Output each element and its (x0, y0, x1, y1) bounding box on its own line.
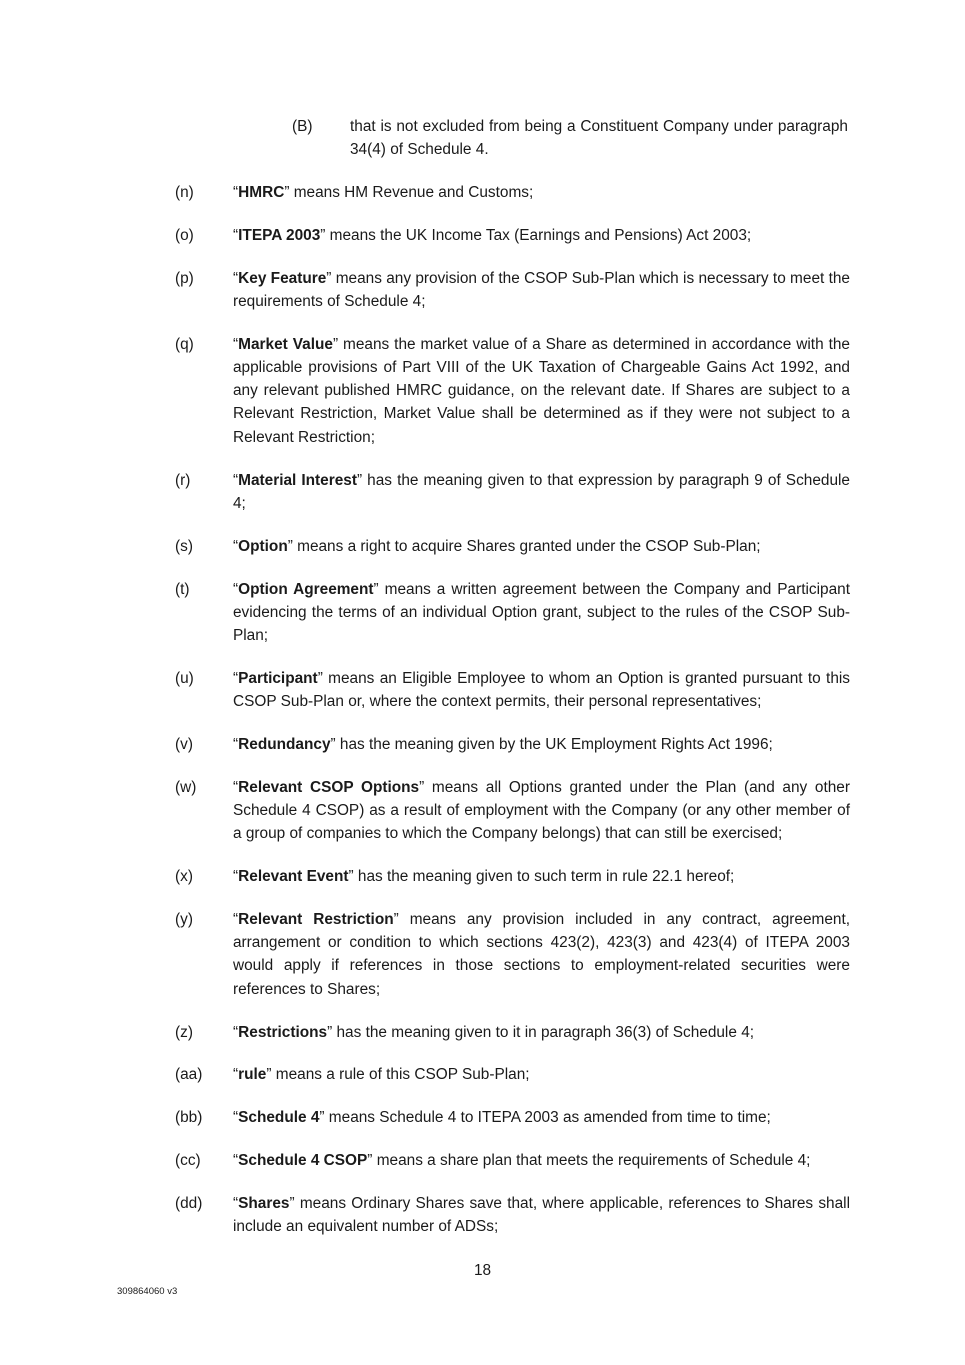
definition-body: “Option” means a right to acquire Shares granted under the CSOP Sub-Plan; (233, 537, 761, 555)
definition-cc (175, 1149, 850, 1172)
definition-body: “Redundancy” has the meaning given by the UK Employment Rights Act 1996; (233, 735, 773, 753)
definition-body: “Key Feature” means any provision of the CSOP Sub-Plan which is necessary to meet the requirements of Schedule 4; (233, 269, 850, 310)
definition-dd (175, 1192, 850, 1238)
defined-term: Relevant CSOP Options (238, 778, 420, 796)
definition-u (175, 667, 850, 713)
definition-v (175, 733, 850, 756)
page-number: 18 (473, 1262, 492, 1279)
definition-body: “Relevant CSOP Options” means all Options granted under the Plan (and any other Schedule 4 CSOP) as a result of employment with the Company (or any other member of a group of companies to which the Company belongs) that can still be exercised; (233, 778, 850, 843)
definition-n (175, 181, 850, 204)
definition-o (175, 224, 850, 247)
definition-body: “Shares” means Ordinary Shares save that, where applicable, references to Shares shall include an equivalent number of ADSs; (233, 1195, 850, 1236)
defined-term: Material Interest (238, 471, 357, 489)
defined-term: rule (238, 1066, 267, 1084)
definition-s (175, 535, 850, 558)
definition-label: (w) (175, 778, 197, 796)
defined-term: Relevant Restriction (238, 911, 394, 929)
defined-term: Shares (238, 1195, 290, 1213)
defined-term: ITEPA 2003 (238, 226, 321, 244)
definition-x (175, 865, 850, 888)
definition-label: (y) (175, 911, 193, 929)
definition-body: “Schedule 4 CSOP” means a share plan that meets the requirements of Schedule 4; (233, 1152, 811, 1170)
definition-label: (p) (175, 269, 194, 287)
definition-body: “Relevant Event” has the meaning given to such term in rule 22.1 hereof; (233, 868, 735, 886)
defined-term: Relevant Event (238, 868, 349, 886)
definition-label: (q) (175, 335, 194, 353)
definition-label: (z) (175, 1023, 193, 1041)
defined-term: HMRC (238, 184, 285, 201)
definition-w (175, 776, 850, 846)
definition-label: (r) (175, 471, 191, 489)
defined-term: Restrictions (238, 1023, 328, 1041)
sub-item-label: (B) (292, 118, 313, 135)
definition-label: (o) (175, 226, 194, 244)
definition-label: (bb) (175, 1109, 203, 1127)
definition-label: (v) (175, 735, 193, 753)
defined-term: Option (238, 537, 288, 555)
definition-body: “Relevant Restriction” means any provision included in any contract, agreement, arrangement or condition to which sections 423(2), 423(3) and 423(4) of ITEPA 2003 would apply if references in those sections to employment-related securities were references to Shares; (233, 911, 850, 998)
definition-body: “Schedule 4” means Schedule 4 to ITEPA 2003 as amended from time to time; (233, 1109, 771, 1127)
defined-term: Key Feature (238, 269, 327, 287)
document-reference: 309864060 v3 (117, 1286, 178, 1297)
definition-body: “ITEPA 2003” means the UK Income Tax (Earnings and Pensions) Act 2003; (233, 226, 752, 244)
definition-label: (t) (175, 580, 190, 598)
definition-bb (175, 1106, 850, 1129)
definition-body: “HMRC” means HM Revenue and Customs; (233, 184, 534, 201)
definition-body: “Option Agreement” means a written agreement between the Company and Participant evidencing the terms of an individual Option grant, subject to the rules of the CSOP Sub-Plan; (233, 580, 850, 644)
definition-label: (x) (175, 868, 193, 886)
defined-term: Schedule 4 (238, 1109, 320, 1127)
definition-label: (cc) (175, 1152, 201, 1170)
definition-body: “Restrictions” has the meaning given to it in paragraph 36(3) of Schedule 4; (233, 1023, 755, 1041)
definitions-list (175, 181, 850, 1258)
defined-term: Participant (238, 669, 318, 687)
definition-z (175, 1021, 850, 1044)
definition-label: (s) (175, 537, 193, 555)
defined-term: Schedule 4 CSOP (238, 1152, 368, 1170)
definition-q (175, 333, 850, 449)
sub-item-text: that is not excluded from being a Constituent Company under paragraph 34(4) of Schedule 4. (350, 118, 848, 159)
definition-label: (n) (175, 184, 194, 201)
definition-body: “Participant” means an Eligible Employee to whom an Option is granted pursuant to this CSOP Sub-Plan or, where the context permits, their personal representatives; (233, 669, 850, 711)
definition-p (175, 267, 850, 313)
definition-y (175, 908, 850, 1001)
defined-term: Redundancy (238, 735, 331, 753)
defined-term: Option Agreement (238, 580, 374, 598)
definition-label: (aa) (175, 1066, 203, 1084)
definition-r (175, 469, 850, 515)
definition-label: (dd) (175, 1195, 203, 1213)
definition-aa (175, 1063, 850, 1086)
definition-body: “Material Interest” has the meaning given to that expression by paragraph 9 of Schedule 4; (233, 471, 850, 512)
definition-body: “Market Value” means the market value of a Share as determined in accordance with the applicable provisions of Part VIII of the UK Taxation of Chargeable Gains Act 1992, and any relevant published HMRC guidance, on the relevant date. If Shares are subject to a Relevant Restriction, Market Value shall be determined as if they were not subject to a Relevant Restriction; (233, 335, 850, 446)
definition-body: “rule” means a rule of this CSOP Sub-Plan; (233, 1066, 530, 1084)
definition-t (175, 578, 850, 648)
definition-label: (u) (175, 669, 194, 687)
defined-term: Market Value (238, 335, 333, 353)
